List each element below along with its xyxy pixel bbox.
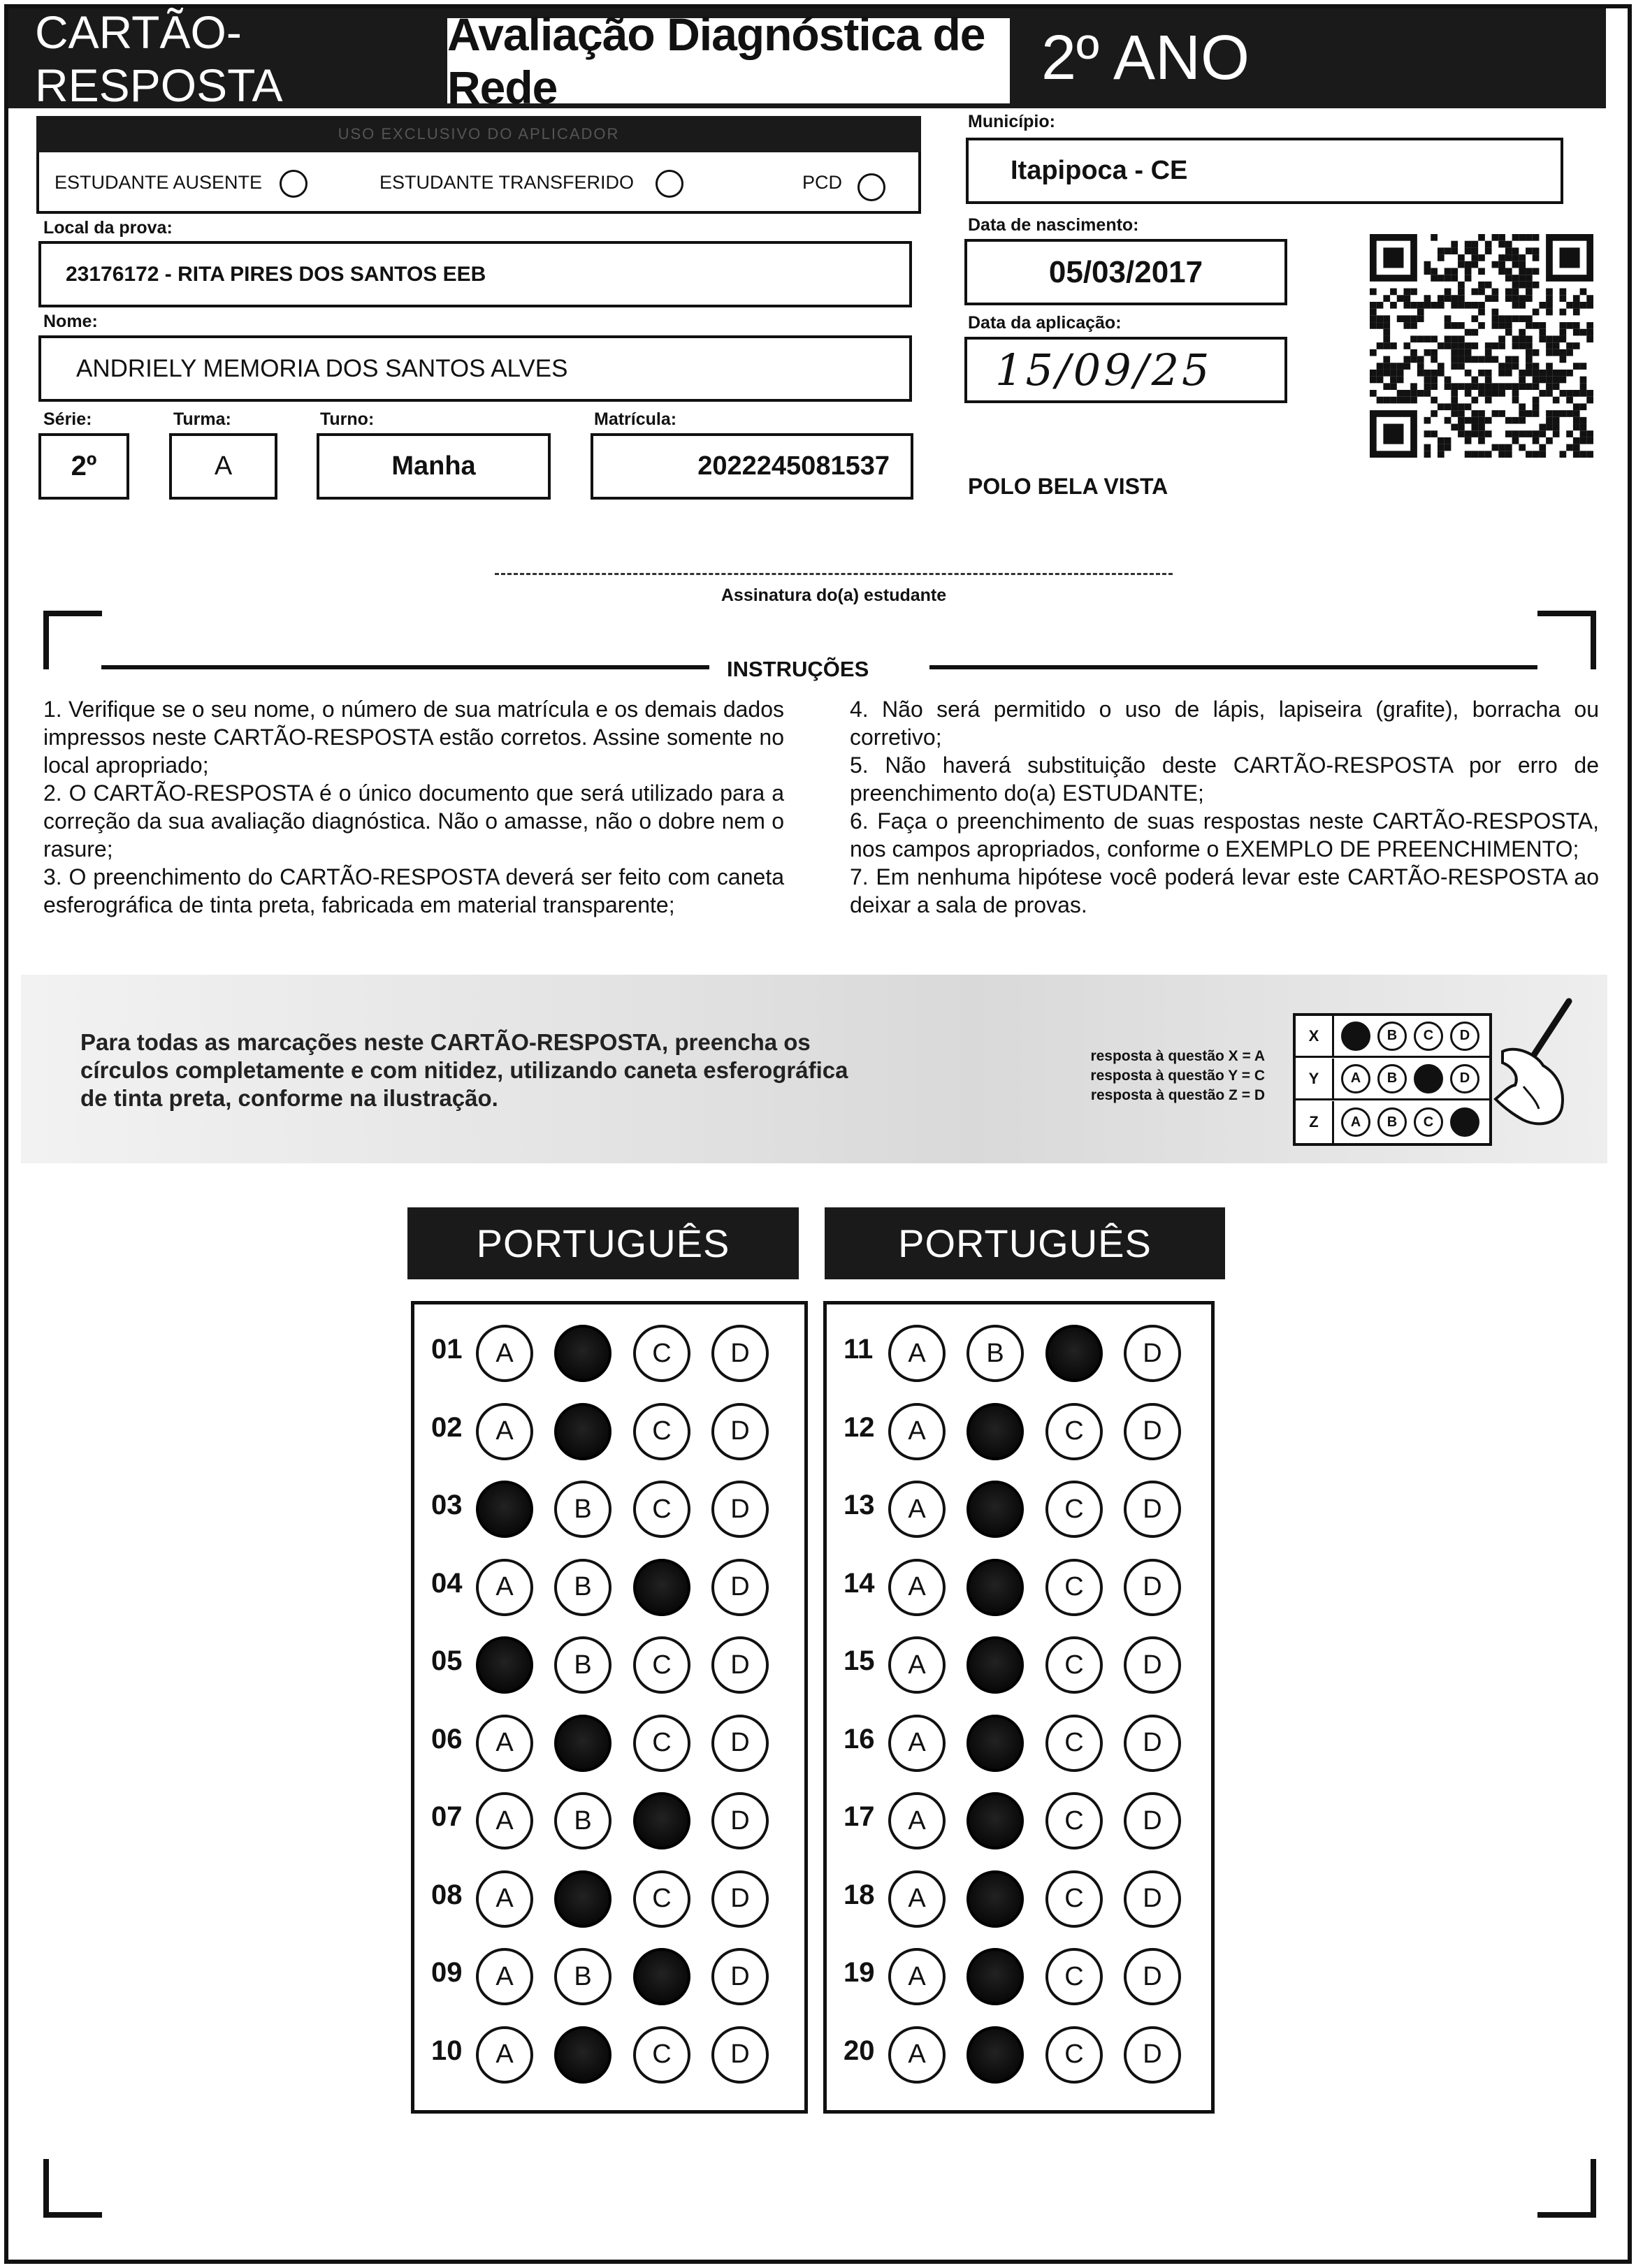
- section-header-2: PORTUGUÊS: [825, 1207, 1225, 1279]
- polo-label: POLO BELA VISTA: [968, 474, 1168, 499]
- bubble-14-d[interactable]: D: [1124, 1559, 1181, 1616]
- bubble-04-b[interactable]: B: [554, 1559, 611, 1616]
- bubble-19-d[interactable]: D: [1124, 1948, 1181, 2005]
- bubble-13-c[interactable]: C: [1045, 1481, 1103, 1538]
- instructions-rule-right: [929, 665, 1537, 669]
- matricula-value: 2022245081537: [697, 451, 890, 481]
- example-bubble-d: D: [1450, 1064, 1479, 1093]
- card-type-label: CARTÃO-RESPOSTA: [35, 6, 283, 111]
- turno-value: Manha: [391, 451, 476, 481]
- matricula-box: [591, 433, 913, 500]
- bubble-08-a[interactable]: A: [476, 1870, 533, 1928]
- bubble-04-d[interactable]: D: [711, 1559, 769, 1616]
- bubble-06-a[interactable]: A: [476, 1715, 533, 1772]
- bubble-08-b[interactable]: [554, 1870, 611, 1928]
- answer-row-04: [414, 1548, 804, 1627]
- nascimento-box: [964, 239, 1287, 305]
- bubble-17-c[interactable]: C: [1045, 1792, 1103, 1849]
- bubble-10-b[interactable]: [554, 2026, 611, 2084]
- bubble-16-c[interactable]: C: [1045, 1715, 1103, 1772]
- bubble-19-b[interactable]: [967, 1948, 1024, 2005]
- question-number: 14: [844, 1567, 875, 1599]
- answer-row-11: [827, 1314, 1211, 1393]
- bubble-08-d[interactable]: D: [711, 1870, 769, 1928]
- bubble-06-c[interactable]: C: [633, 1715, 690, 1772]
- bubble-20-a[interactable]: A: [888, 2026, 946, 2084]
- nascimento-label: Data de nascimento:: [968, 215, 1139, 235]
- bubble-01-c[interactable]: C: [633, 1325, 690, 1382]
- municipio-value: Itapipoca - CE: [1011, 156, 1188, 185]
- fill-instructions-text: Para todas as marcações neste CARTÃO-RESPOSTA, preencha os círculos completamente e com nitidez, utilizando caneta esferográfica de tinta preta, conforme na ilustração.: [80, 1029, 848, 1111]
- question-number: 19: [844, 1957, 875, 1988]
- answer-row-15: [827, 1626, 1211, 1704]
- question-number: 20: [844, 2035, 875, 2066]
- example-bubble-b: B: [1377, 1022, 1407, 1051]
- answer-row-12: [827, 1393, 1211, 1471]
- example-row-letter: Y: [1296, 1059, 1334, 1098]
- grade-label: 2º ANO: [1041, 23, 1250, 93]
- question-number: 09: [431, 1957, 463, 1988]
- bubble-11-a[interactable]: A: [888, 1325, 946, 1382]
- answer-row-01: [414, 1314, 804, 1393]
- answer-row-03: [414, 1470, 804, 1548]
- instructions-left-column: 1. Verifique se o seu nome, o número de sua matrícula e os demais dados impressos neste CARTÃO-RESPOSTA estão corretos. Assine somente no local apropriado; 2. O CARTÃO-RESPOSTA é o único documento que será utilizado para a correção da sua avaliação diagnóstica. Não o amasse, não o dobre nem o rasure; 3. O preenchimento do CARTÃO-RESPOSTA deverá ser feito com caneta esferográfica de tinta preta, fabricada em material transparente;: [43, 697, 784, 917]
- bubble-07-c[interactable]: [633, 1792, 690, 1849]
- bubble-15-a[interactable]: A: [888, 1636, 946, 1694]
- question-number: 03: [431, 1490, 463, 1520]
- nome-label: Nome:: [43, 312, 98, 331]
- bubble-04-c[interactable]: [633, 1559, 690, 1616]
- nome-box: [38, 335, 912, 402]
- question-number: 07: [431, 1801, 463, 1832]
- question-number: 15: [844, 1645, 875, 1676]
- question-number: 01: [431, 1334, 463, 1365]
- local-box: [38, 241, 912, 307]
- example-legend-line: resposta à questão X = A: [1090, 1048, 1265, 1064]
- bubble-11-c[interactable]: [1045, 1325, 1103, 1382]
- nome-value: ANDRIELY MEMORIA DOS SANTOS ALVES: [76, 354, 568, 382]
- bubble-20-d[interactable]: D: [1124, 2026, 1181, 2084]
- bubble-13-d[interactable]: D: [1124, 1481, 1181, 1538]
- absent-label: ESTUDANTE AUSENTE: [55, 172, 263, 193]
- bubble-01-b[interactable]: [554, 1325, 611, 1382]
- bubble-06-b[interactable]: [554, 1715, 611, 1772]
- question-number: 10: [431, 2035, 463, 2066]
- bubble-19-c[interactable]: C: [1045, 1948, 1103, 2005]
- bubble-14-a[interactable]: A: [888, 1559, 946, 1616]
- example-bubble-a: A: [1341, 1107, 1370, 1137]
- pcd-radio[interactable]: [857, 173, 885, 201]
- exam-title: Avaliação Diagnóstica de Rede: [447, 18, 1010, 103]
- bubble-06-d[interactable]: D: [711, 1715, 769, 1772]
- question-number: 17: [844, 1801, 875, 1832]
- example-bubble-c: C: [1414, 1107, 1443, 1137]
- turma-value: A: [214, 451, 233, 481]
- turno-label: Turno:: [320, 409, 375, 429]
- bubble-11-b[interactable]: B: [967, 1325, 1024, 1382]
- pcd-label: PCD: [802, 172, 843, 193]
- question-number: 08: [431, 1879, 463, 1910]
- answer-row-14: [827, 1548, 1211, 1627]
- local-label: Local da prova:: [43, 218, 173, 238]
- bubble-09-b[interactable]: B: [554, 1948, 611, 2005]
- bubble-01-a[interactable]: A: [476, 1325, 533, 1382]
- bubble-18-a[interactable]: A: [888, 1870, 946, 1928]
- bubble-12-b[interactable]: [967, 1403, 1024, 1460]
- absent-radio[interactable]: [280, 170, 307, 198]
- answer-row-17: [827, 1782, 1211, 1860]
- answer-row-19: [827, 1938, 1211, 2016]
- bubble-16-a[interactable]: A: [888, 1715, 946, 1772]
- bubble-02-a[interactable]: A: [476, 1403, 533, 1460]
- bubble-03-b[interactable]: B: [554, 1481, 611, 1538]
- instructions-rule-left: [101, 665, 709, 669]
- corner-mark-top-left: [43, 611, 102, 669]
- bubble-08-c[interactable]: C: [633, 1870, 690, 1928]
- turma-label: Turma:: [173, 409, 231, 429]
- local-value: 23176172 - RITA PIRES DOS SANTOS EEB: [66, 262, 486, 286]
- bubble-17-b[interactable]: [967, 1792, 1024, 1849]
- question-number: 04: [431, 1567, 463, 1599]
- bubble-04-a[interactable]: A: [476, 1559, 533, 1616]
- corner-mark-top-right: [1537, 611, 1596, 669]
- bubble-10-a[interactable]: A: [476, 2026, 533, 2084]
- bubble-16-d[interactable]: D: [1124, 1715, 1181, 1772]
- aplicacao-label: Data da aplicação:: [968, 313, 1122, 333]
- answer-row-02: [414, 1393, 804, 1471]
- serie-value: 2º: [71, 451, 97, 481]
- turma-box: [169, 433, 277, 500]
- bubble-09-d[interactable]: D: [711, 1948, 769, 2005]
- bubble-05-d[interactable]: D: [711, 1636, 769, 1694]
- signature-line[interactable]: [495, 573, 1173, 575]
- bubble-09-a[interactable]: A: [476, 1948, 533, 2005]
- answer-row-06: [414, 1704, 804, 1782]
- answer-row-05: [414, 1626, 804, 1704]
- bubble-12-a[interactable]: A: [888, 1403, 946, 1460]
- bubble-14-c[interactable]: C: [1045, 1559, 1103, 1616]
- bubble-10-d[interactable]: D: [711, 2026, 769, 2084]
- serie-box: [38, 433, 129, 500]
- corner-mark-bottom-left: [43, 2159, 102, 2218]
- bubble-18-c[interactable]: C: [1045, 1870, 1103, 1928]
- bubble-18-b[interactable]: [967, 1870, 1024, 1928]
- bubble-05-b[interactable]: B: [554, 1636, 611, 1694]
- example-bubble-c: C: [1414, 1022, 1443, 1051]
- signature-label: Assinatura do(a) estudante: [721, 586, 947, 605]
- bubble-07-d[interactable]: D: [711, 1792, 769, 1849]
- municipio-label: Município:: [968, 112, 1055, 131]
- qr-code: [1370, 231, 1593, 461]
- bubble-07-a[interactable]: A: [476, 1792, 533, 1849]
- example-legend-line: resposta à questão Z = D: [1090, 1087, 1265, 1103]
- bubble-15-c[interactable]: C: [1045, 1636, 1103, 1694]
- instructions-right-column: 4. Não será permitido o uso de lápis, lapiseira (grafite), borracha ou corretivo; 5. Não haverá substituição deste CARTÃO-RESPOSTA por erro de preenchimento do(a) ESTUDANTE; 6. Faça o preenchimento de suas respostas neste CARTÃO-RESPOSTA, nos campos apropriados, conforme o EXEMPLO DE PREENCHIMENTO; 7. Em nenhuma hipótese você poderá levar este CARTÃO-RESPOSTA ao deixar a sala de provas.: [850, 697, 1599, 917]
- transferred-radio[interactable]: [656, 170, 683, 198]
- question-number: 11: [844, 1334, 874, 1365]
- corner-mark-bottom-right: [1537, 2159, 1596, 2218]
- example-legend-line: resposta à questão Y = C: [1090, 1068, 1265, 1084]
- bubble-03-c[interactable]: C: [633, 1481, 690, 1538]
- bubble-02-c[interactable]: C: [633, 1403, 690, 1460]
- bubble-03-d[interactable]: D: [711, 1481, 769, 1538]
- section-header-1: PORTUGUÊS: [407, 1207, 799, 1279]
- bubble-03-a[interactable]: [476, 1481, 533, 1538]
- example-bubble-b: B: [1377, 1107, 1407, 1137]
- answer-row-20: [827, 2016, 1211, 2094]
- bubble-05-c[interactable]: C: [633, 1636, 690, 1694]
- bubble-09-c[interactable]: [633, 1948, 690, 2005]
- example-bubble-a: A: [1341, 1064, 1370, 1093]
- bubble-18-d[interactable]: D: [1124, 1870, 1181, 1928]
- bubble-02-b[interactable]: [554, 1403, 611, 1460]
- applicator-bar: USO EXCLUSIVO DO APLICADOR: [36, 116, 921, 152]
- answer-row-07: [414, 1782, 804, 1860]
- example-bubble-d: D: [1450, 1107, 1479, 1137]
- question-number: 05: [431, 1645, 463, 1676]
- question-number: 13: [844, 1490, 875, 1520]
- turno-box: [317, 433, 551, 500]
- serie-label: Série:: [43, 409, 92, 429]
- bubble-13-a[interactable]: A: [888, 1481, 946, 1538]
- bubble-13-b[interactable]: [967, 1481, 1024, 1538]
- example-legend: [1006, 1047, 1265, 1105]
- bubble-15-d[interactable]: D: [1124, 1636, 1181, 1694]
- municipio-box: [966, 138, 1563, 204]
- answer-row-08: [414, 1860, 804, 1938]
- question-number: 16: [844, 1723, 875, 1754]
- example-row-letter: Z: [1296, 1101, 1334, 1143]
- transferred-label: ESTUDANTE TRANSFERIDO: [379, 172, 635, 193]
- hand-pen-icon: [1454, 996, 1583, 1128]
- bubble-20-b[interactable]: [967, 2026, 1024, 2084]
- bubble-16-b[interactable]: [967, 1715, 1024, 1772]
- answer-row-13: [827, 1470, 1211, 1548]
- example-bubble-b: B: [1377, 1064, 1407, 1093]
- bubble-12-c[interactable]: C: [1045, 1403, 1103, 1460]
- example-bubble-c: C: [1414, 1064, 1443, 1093]
- bubble-20-c[interactable]: C: [1045, 2026, 1103, 2084]
- bubble-12-d[interactable]: D: [1124, 1403, 1181, 1460]
- aplicacao-value: 15/09/25: [995, 344, 1212, 395]
- question-number: 06: [431, 1723, 463, 1754]
- bubble-17-a[interactable]: A: [888, 1792, 946, 1849]
- bubble-17-d[interactable]: D: [1124, 1792, 1181, 1849]
- instructions-title: INSTRUÇÕES: [727, 657, 869, 681]
- answer-row-16: [827, 1704, 1211, 1782]
- question-number: 12: [844, 1411, 875, 1443]
- question-number: 18: [844, 1879, 875, 1910]
- answer-box-1: [411, 1301, 808, 2114]
- aplicacao-box[interactable]: [964, 337, 1287, 403]
- bubble-15-b[interactable]: [967, 1636, 1024, 1694]
- answer-box-2: [823, 1301, 1215, 2114]
- bubble-14-b[interactable]: [967, 1559, 1024, 1616]
- bubble-01-d[interactable]: D: [711, 1325, 769, 1382]
- example-bubble-a: A: [1341, 1022, 1370, 1051]
- bubble-19-a[interactable]: A: [888, 1948, 946, 2005]
- bubble-02-d[interactable]: D: [711, 1403, 769, 1460]
- matricula-label: Matrícula:: [594, 409, 677, 429]
- example-row-letter: X: [1296, 1016, 1334, 1056]
- bubble-05-a[interactable]: [476, 1636, 533, 1694]
- nascimento-value: 05/03/2017: [1048, 254, 1203, 289]
- answer-row-09: [414, 1938, 804, 2016]
- example-bubble-d: D: [1450, 1022, 1479, 1051]
- bubble-11-d[interactable]: D: [1124, 1325, 1181, 1382]
- bubble-10-c[interactable]: C: [633, 2026, 690, 2084]
- bubble-07-b[interactable]: B: [554, 1792, 611, 1849]
- question-number: 02: [431, 1411, 463, 1443]
- answer-row-18: [827, 1860, 1211, 1938]
- answer-row-10: [414, 2016, 804, 2094]
